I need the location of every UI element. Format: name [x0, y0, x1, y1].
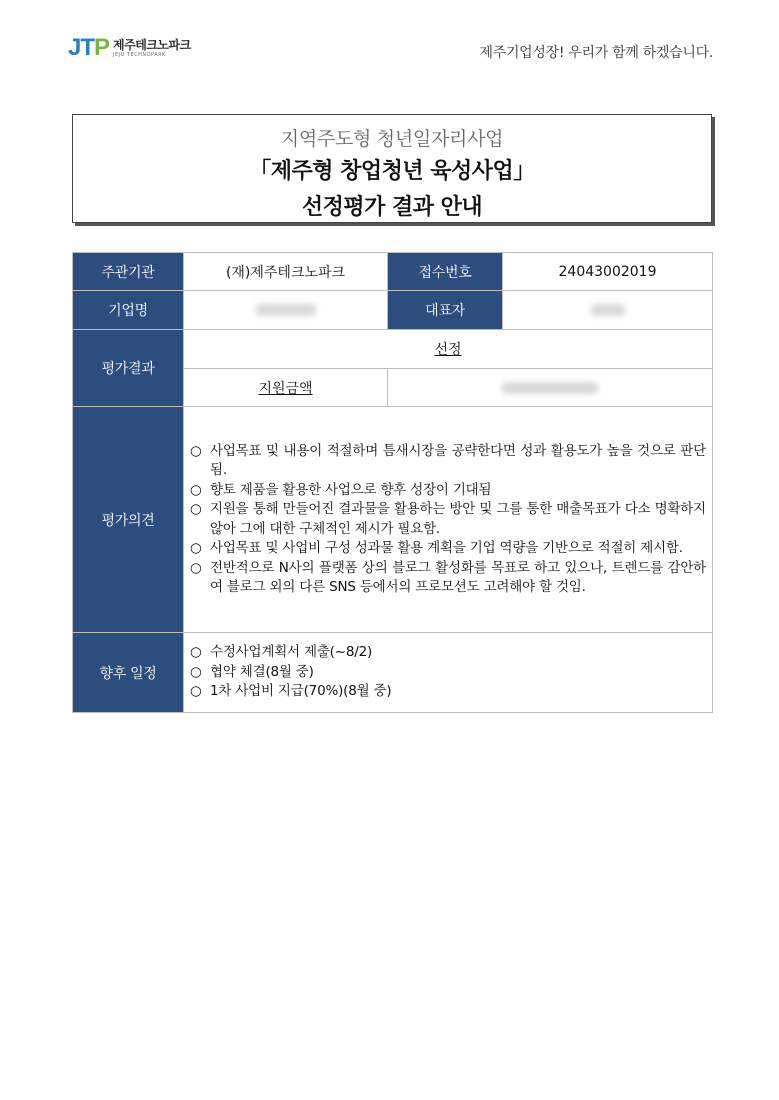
- list-item: ○ 전반적으로 N사의 플랫폼 상의 블로그 활성화를 목표로 하고 있으나, 트렌드를 감안하여 블로그 외의 다른 SNS 등에서의 프로모션도 고려해야 할 것임.: [190, 559, 706, 595]
- schedule-label: 향후 일정: [73, 633, 184, 713]
- circle-bullet-icon: ○: [190, 540, 202, 556]
- opinion-list: [184, 436, 712, 604]
- company-value-redacted: [184, 291, 388, 330]
- circle-bullet-icon: ○: [190, 481, 202, 498]
- logo-text: [113, 39, 191, 58]
- circle-bullet-icon: ○: [190, 442, 202, 459]
- title-main: 「제주형 창업청년 육성사업」: [249, 159, 535, 184]
- page-header: [68, 30, 713, 64]
- opinion-cell: [184, 407, 713, 633]
- schedule-list: [184, 637, 712, 708]
- jtp-logo: [68, 34, 191, 62]
- list-item: ○ 1차 사업비 지급(70%)(8월 중): [190, 682, 706, 702]
- opinion-label: 평가의견: [73, 407, 184, 633]
- org-label: 주관기관: [73, 253, 184, 291]
- title-second-line: 선정평가 결과 안내: [301, 195, 483, 220]
- list-item: ○ 사업목표 및 내용이 적절하며 틈새시장을 공략한다면 성과 활용도가 높을 것으로 판단됨.: [190, 442, 706, 478]
- logo-mark: [68, 36, 109, 60]
- result-table: [72, 252, 713, 713]
- list-item: ○ 협약 체결(8월 중): [190, 663, 706, 683]
- result-value: [184, 330, 713, 369]
- list-item: ○ 사업목표 및 사업비 구성 성과물 활용 계획을 기업 역량을 기반으로 적절히 제시함.: [190, 539, 706, 559]
- org-value: (재)제주테크노파크: [184, 253, 388, 291]
- amount-value-redacted: [388, 369, 713, 407]
- result-value-text: 선정: [434, 342, 462, 358]
- title-subtitle: 지역주도형 청년일자리사업: [280, 128, 504, 150]
- list-item: ○ 지원을 통해 만들어진 결과물을 활용하는 방안 및 그를 통한 매출목표가 다소 명확하지 않아 그에 대한 구체적인 제시가 필요함.: [190, 501, 706, 537]
- logo-korean: 제주테크노파크: [113, 37, 191, 52]
- company-label: 기업명: [73, 291, 184, 330]
- amount-label: [184, 369, 388, 407]
- circle-bullet-icon: ○: [190, 501, 202, 517]
- circle-bullet-icon: ○: [190, 559, 202, 576]
- amount-label-text: 지원금액: [258, 380, 313, 397]
- list-item: ○ 수정사업계획서 제출(~8/2): [190, 643, 706, 663]
- logo-letter-j: J: [68, 34, 81, 61]
- result-label: 평가결과: [73, 330, 184, 407]
- schedule-cell: [184, 633, 713, 713]
- logo-english: JEJU TECHNOPARK: [113, 51, 166, 58]
- receipt-label: 접수번호: [388, 253, 503, 291]
- title-box: [72, 114, 712, 223]
- receipt-value: 24043002019: [503, 253, 713, 291]
- slogan: 제주기업성장! 우리가 함께 하겠습니다.: [479, 45, 713, 61]
- ceo-label: 대표자: [388, 291, 503, 330]
- logo-letter-p: P: [94, 34, 110, 61]
- circle-bullet-icon: ○: [190, 663, 202, 680]
- logo-letter-t: T: [80, 34, 95, 61]
- ceo-value-redacted: [503, 291, 713, 330]
- circle-bullet-icon: ○: [190, 644, 202, 661]
- circle-bullet-icon: ○: [190, 683, 202, 700]
- list-item: ○ 향토 제품을 활용한 사업으로 향후 성장이 기대됨: [190, 481, 706, 501]
